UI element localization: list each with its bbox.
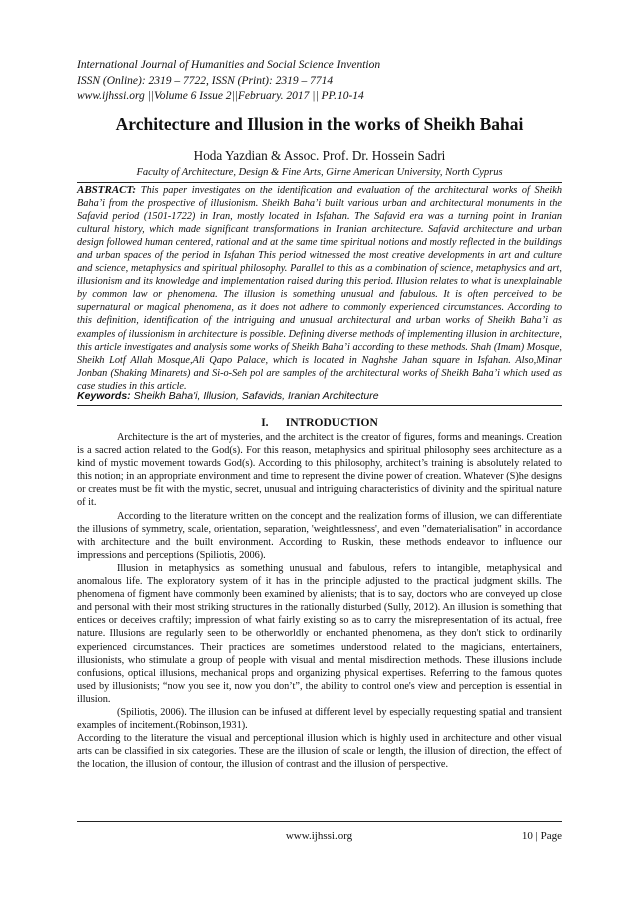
abstract (77, 184, 562, 393)
abstract-top-rule (77, 182, 562, 183)
abstract-bottom-rule (77, 405, 562, 406)
paragraph: Architecture is the art of mysteries, and the architect is the creator of figures, forms and meanings. Creation is a sacred action related to the God(s). For this reason, metaphysics and spiritual philosophy sees architecture as a kind of mystic movement towards God(s). According to this philosophy, architect’s training is absolutely related to this notion; in an appropriate environment and time to represent the divine power of creation. Whatever (S)he designs or creates must be fit with the mystic, secret, unusual and intriguing characteristics of divinity and the spiritual nature of it. (77, 432, 562, 509)
footer-url-link[interactable]: www.ijhssi.org (285, 830, 353, 842)
abstract-text: This paper investigates on the identification and evaluation of the architectural works of Sheikh Baha’i from the prospective of illusionism. Sheikh Baha’i built various urban and architectural monuments in the Safavid period (1501-1722) in Iran, mostly located in Isfahan. The Safavid era was a turning point in Iranian cultural history, which made significant transformations in Iranian architecture. Safavid architecture and urban design followed human centered, rational and at the same time spiritual notions and mostly reflected in the buildings and urban spaces of the period in Isfahan This period witnessed the most creative developments in art and culture and science, metaphysics and spiritual philosophy. Parallel to this as a combination of science, metaphysics and art, illusionism and its knowledge and implementation raised during this period. Illusion relates to what is unexplainable by common law or phenomena. The illusion is something unusual and fabulous. It is often perceived to be supernatural or magical phenomena, as it does not adhere to commonly experienced circumstances. According to this definition, identification of the intriguing and unusual architectural and urban works of Sheikh Baha’i as examples of ilussionism in architecture is possible. Defining diverse methods of implementing illusion in architecture, this article investigates and analysis some works of Sheikh Baha’i according to these methods. Shah (Imam) Mosque, Sheikh Lotf Allah Mosque,Ali Qapo Palace, which is located in Naghshe Jahan square in Isfahan. Also,Minar Jonban (Shaking Minarets) and Si-o-Seh pol are samples of the architectural works of Sheikh Baha’i which used as case studies in this article. (77, 185, 562, 392)
keywords (77, 389, 562, 403)
keywords-text: Sheikh Baha'i, Illusion, Safavids, Iranian Architecture (130, 390, 379, 402)
paragraph: According to the literature written on the concept and the realization forms of illusion, we can differentiate the illusions of symmetry, scale, orientation, separation, 'weightlessness', and even "dematerialisation" in accordance with architecture and the built environment. According to Ruskin, these methods endeavor to influence our impressions and perceptions (Spiliotis, 2006). (77, 510, 562, 561)
paper-authors: Hoda Yazdian & Assoc. Prof. Dr. Hossein Sadri (193, 148, 446, 163)
paragraph: (Spiliotis, 2006). The illusion can be infused at different level by especially requesting spatial and transient examples of incitement.(Robinson,1931). (77, 706, 562, 732)
author-affiliation: Faculty of Architecture, Design & Fine Arts, Girne American University, North Cyprus (136, 167, 503, 178)
keywords-label: Keywords: (77, 390, 131, 402)
paragraph: Illusion in metaphysics as something unusual and fabulous, refers to intangible, metaphysical and anomalous life. The exploratory system of it has in the principle adjusted to the practical judgment skills. The phenomena of figment have commonly been examined by alienists; that is to say, doctors who are conveyed up close and personal with their most striking structures in the rationally disturbed (Sully, 2012). An illusion is something that entices or deceives craftily; impression of what fairly existing so as to carry the misrepresentation of its actual, free nature. Illusions are regularly seen to be otherworldly or enchanted phenomena, as they don't stick to ordinarily experienced circumstances. Their practices are sometimes understood related to the magicians, entertainers, illusionists, who stimulate a group of people with visual and mental misdirection methods. These illusions include confusions, optical illusions, mechanical props and organizing physical expertises. Referring to the famous quotes used by illusionists; “now you see it, now you don’t”, the ability to control one's view and perception is essential in illusion. (77, 562, 562, 705)
section-heading: I. INTRODUCTION (261, 417, 378, 429)
journal-header (77, 58, 577, 105)
paragraph: According to the literature the visual and perceptional illusion which is highly used in architecture and other visual arts can be classified in six categories. These are the illusion of scale or length, the illusion of direction, the effect of the location, the illusion of contour, the illusion of contrast and the illusion of perspective. (77, 733, 562, 771)
journal-name: International Journal of Humanities and Social Science Invention (77, 59, 381, 71)
body-text (77, 431, 562, 771)
footer-rule (77, 821, 562, 822)
abstract-label: ABSTRACT: (77, 184, 137, 196)
journal-issn: ISSN (Online): 2319 – 7722, ISSN (Print): 2319 – 7714 (77, 74, 334, 87)
journal-volume-link[interactable]: www.ijhssi.org ||Volume 6 Issue 2||February. 2017 || PP.10-14 (77, 90, 364, 102)
page-number: 10 | Page (521, 830, 562, 842)
paper-title: Architecture and Illusion in the works of Sheikh Bahai (115, 114, 524, 134)
